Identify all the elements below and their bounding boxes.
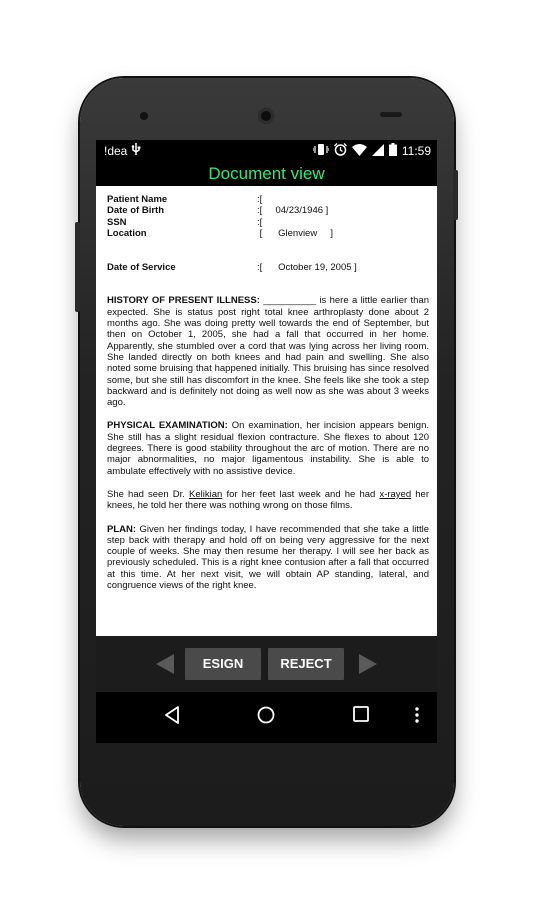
header-row-date-of-service <box>107 262 429 273</box>
action-bar <box>96 636 437 692</box>
home-icon[interactable] <box>257 706 275 729</box>
followup-paragraph: She had seen Dr. Kelikian for her feet last week and he had x-rayed her knees, he told her there was nothing wrong on those films. <box>107 488 429 512</box>
clock-time: 11:59 <box>401 144 431 158</box>
header-value: [ Glenview ] <box>257 227 334 239</box>
doctor-name: Kelikian <box>189 488 223 500</box>
next-arrow-icon[interactable] <box>359 654 377 674</box>
document-viewer[interactable] <box>96 186 437 636</box>
header-value: :[ 04/23/1946 ] <box>257 205 329 217</box>
battery-icon <box>389 143 397 159</box>
alarm-icon <box>334 143 347 159</box>
header-value: :[ <box>257 194 263 205</box>
status-bar <box>96 140 437 162</box>
plan-text: Given her findings today, I have recommended that she take a little step back with therapy and hold off on being very aggressive for the next couple of weeks. She may then resume her therapy. I will see her back as previously scheduled. This is a right knee contusion after a fall that occurred at this time. At her next visit, we will obtain AP standing, lateral, and congruence views of the right knee. <box>107 523 429 592</box>
hpi-paragraph <box>107 295 429 408</box>
pe-text: On examination, her incision appears benign. She still has a slight residual flexion contracture. She flexes to about 120 degrees. There is good stability throughout the arc of motion. There are no major abnormalities, no major ligamentous instability. She is able to ambulate effectively with no assistive device. <box>107 420 429 477</box>
hpi-blank: __________ <box>263 295 317 307</box>
header-row-location <box>107 228 429 239</box>
header-label: Patient Name <box>107 194 168 205</box>
screen <box>96 140 437 743</box>
header-label: SSN <box>107 216 127 228</box>
usb-icon <box>131 143 141 159</box>
pe-heading: PHYSICAL EXAMINATION: <box>107 420 228 432</box>
header-value: :[ <box>257 216 263 228</box>
header-label: Location <box>107 227 147 239</box>
header-label: Date of Birth <box>107 205 164 217</box>
status-icons <box>313 143 431 159</box>
speaker-grille <box>380 112 402 117</box>
previous-arrow-icon[interactable] <box>156 654 174 674</box>
header-row-dob <box>107 205 429 216</box>
esign-button[interactable]: ESIGN <box>185 648 261 680</box>
carrier-label: !dea <box>104 144 128 158</box>
reject-button[interactable]: REJECT <box>268 648 344 680</box>
wifi-icon <box>352 144 367 159</box>
navigation-bar <box>96 692 437 743</box>
hpi-text: is here a little earlier than expected. She is status post right total knee arthroplasty done about 2 months ago. She was doing pretty well towards the end of September, but then on October 1, 2005, she had a fall that occurred in her home. Apparently, she stumbled over a cord that was lying across her living room. She landed directly on both knees and had pain and swelling. She also noted some bruising that happened initially. This bruising has since resolved some, but she still has discomfort in the knee. She feels like she took a step backward and is definitely not doing as well now as she was about 3 weeks ago. <box>107 295 430 409</box>
volume-button <box>75 222 80 312</box>
status-left <box>104 143 141 159</box>
menu-icon[interactable] <box>414 706 420 729</box>
document-content <box>107 194 429 591</box>
front-camera <box>258 108 274 124</box>
signal-icon <box>372 144 384 159</box>
header-row-ssn <box>107 217 429 228</box>
back-icon[interactable] <box>164 706 180 729</box>
header-value: :[ October 19, 2005 ] <box>257 262 357 274</box>
header-row-patient-name <box>107 194 429 205</box>
page-title: Document view <box>96 162 437 186</box>
plan-paragraph <box>107 524 429 592</box>
recents-icon[interactable] <box>353 706 369 727</box>
power-button <box>453 170 458 220</box>
plan-heading: PLAN: <box>107 523 137 535</box>
vibrate-icon <box>313 143 329 159</box>
pe-paragraph <box>107 420 429 476</box>
header-label: Date of Service <box>107 262 176 274</box>
hpi-heading: HISTORY OF PRESENT ILLNESS: <box>107 295 260 307</box>
xrayed-word: x-rayed <box>379 488 412 500</box>
sensor-dot <box>140 112 148 120</box>
